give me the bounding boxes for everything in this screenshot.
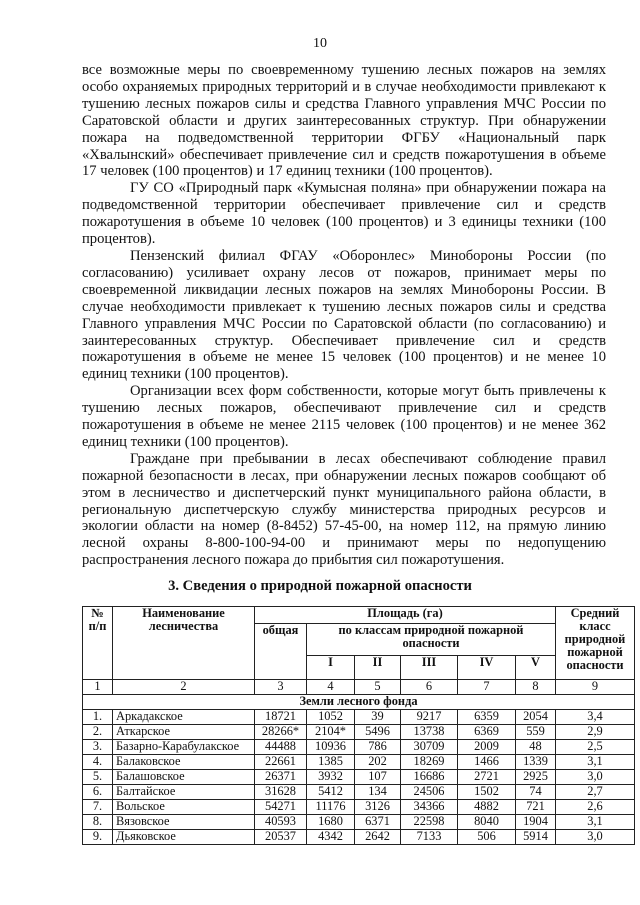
cell-num: 5. (83, 770, 113, 785)
colnum: 2 (113, 680, 255, 695)
paragraph-2: ГУ СО «Природный парк «Кумысная поляна» при обнаружении пожара на подведомственной территории обеспечивает привлечение сил и средств пожаротушения в объеме 10 человек (100 процентов) и 3 единицы техники (100 процентов). (82, 180, 606, 248)
cell-avg: 3,1 (556, 815, 635, 830)
cell-num: 4. (83, 755, 113, 770)
cell-num: 6. (83, 785, 113, 800)
cell-c1: 5412 (307, 785, 355, 800)
header-avg-class: Средний класс природной пожарной опасности (556, 607, 635, 680)
cell-c5: 48 (516, 740, 556, 755)
cell-avg: 3,4 (556, 710, 635, 725)
cell-c4: 1502 (458, 785, 516, 800)
cell-c5: 2054 (516, 710, 556, 725)
cell-c5: 721 (516, 800, 556, 815)
fire-danger-table (82, 606, 635, 845)
cell-c2: 2642 (355, 830, 401, 845)
cell-c5: 74 (516, 785, 556, 800)
cell-total: 54271 (255, 800, 307, 815)
cell-c3: 22598 (401, 815, 458, 830)
cell-total: 18721 (255, 710, 307, 725)
cell-c2: 39 (355, 710, 401, 725)
cell-c1: 1680 (307, 815, 355, 830)
cell-name: Базарно-Карабулакское (113, 740, 255, 755)
table-row (83, 800, 635, 815)
table-row (83, 830, 635, 845)
table-row (83, 785, 635, 800)
cell-c1: 3932 (307, 770, 355, 785)
table-row (83, 815, 635, 830)
cell-total: 31628 (255, 785, 307, 800)
cell-c5: 2925 (516, 770, 556, 785)
cell-c3: 30709 (401, 740, 458, 755)
cell-c2: 202 (355, 755, 401, 770)
cell-c5: 1339 (516, 755, 556, 770)
cell-name: Балаковское (113, 755, 255, 770)
table-row (83, 770, 635, 785)
cell-avg: 3,0 (556, 830, 635, 845)
cell-total: 26371 (255, 770, 307, 785)
colnum: 8 (516, 680, 556, 695)
group-row (83, 695, 635, 710)
cell-c4: 6369 (458, 725, 516, 740)
cell-c4: 2009 (458, 740, 516, 755)
cell-name: Дьяковское (113, 830, 255, 845)
table-row (83, 725, 635, 740)
header-class-1: I (307, 656, 355, 680)
cell-c1: 2104* (307, 725, 355, 740)
cell-num: 3. (83, 740, 113, 755)
cell-c2: 107 (355, 770, 401, 785)
cell-name: Аткарское (113, 725, 255, 740)
cell-name: Балашовское (113, 770, 255, 785)
cell-c5: 559 (516, 725, 556, 740)
cell-num: 8. (83, 815, 113, 830)
cell-c3: 18269 (401, 755, 458, 770)
paragraph-1: все возможные меры по своевременному тушению лесных пожаров на землях особо охраняемых природных территорий и в случае необходимости привлекают к тушению лесных пожаров силы и средства Главного управления МЧС России по Саратовской области и других заинтересованных структур. При обнаружении пожара на подведомственной территории ФГБУ «Национальный парк «Хвалынский» обеспечивает привлечение сил и средств пожаротушения в объеме 17 человек (100 процентов) и 17 единиц техники (100 процентов). (82, 62, 606, 180)
cell-total: 28266* (255, 725, 307, 740)
cell-c4: 6359 (458, 710, 516, 725)
cell-num: 2. (83, 725, 113, 740)
header-class-5: V (516, 656, 556, 680)
header-by-class: по классам природной пожарной опасности (307, 624, 556, 656)
header-num: № п/п (83, 607, 113, 680)
colnum: 7 (458, 680, 516, 695)
cell-c4: 506 (458, 830, 516, 845)
header-class-2: II (355, 656, 401, 680)
table-row (83, 740, 635, 755)
cell-avg: 2,6 (556, 800, 635, 815)
cell-c4: 1466 (458, 755, 516, 770)
cell-c1: 1385 (307, 755, 355, 770)
cell-avg: 2,5 (556, 740, 635, 755)
cell-avg: 3,1 (556, 755, 635, 770)
cell-name: Вязовское (113, 815, 255, 830)
header-class-3: III (401, 656, 458, 680)
cell-c1: 11176 (307, 800, 355, 815)
cell-c2: 5496 (355, 725, 401, 740)
paragraph-5: Граждане при пребывании в лесах обеспечивают соблюдение правил пожарной безопасности в лесах, при обнаружении лесных пожаров сообщают об этом в лесничество и диспетчерский пункт муниципального района области, в региональную диспетчерскую службу министерства природных ресурсов и экологии области на номер (8-8452) 57-45-00, на номер 112, на прямую линию лесной охраны 8-800-100-94-00 и принимают меры по недопущению распространения лесного пожара до прибытия сил пожаротушения. (82, 450, 606, 569)
cell-name: Аркадакское (113, 710, 255, 725)
table-row (83, 710, 635, 725)
cell-c2: 134 (355, 785, 401, 800)
cell-total: 40593 (255, 815, 307, 830)
page-number: 10 (313, 36, 327, 51)
cell-avg: 3,0 (556, 770, 635, 785)
cell-num: 7. (83, 800, 113, 815)
colnum: 4 (307, 680, 355, 695)
colnum: 3 (255, 680, 307, 695)
cell-c4: 2721 (458, 770, 516, 785)
cell-c2: 3126 (355, 800, 401, 815)
cell-c5: 5914 (516, 830, 556, 845)
cell-avg: 2,7 (556, 785, 635, 800)
cell-c2: 6371 (355, 815, 401, 830)
cell-name: Вольское (113, 800, 255, 815)
colnum: 5 (355, 680, 401, 695)
cell-num: 1. (83, 710, 113, 725)
header-total: общая (255, 624, 307, 680)
header-area: Площадь (га) (255, 607, 556, 624)
cell-c1: 10936 (307, 740, 355, 755)
cell-c4: 8040 (458, 815, 516, 830)
colnum: 6 (401, 680, 458, 695)
paragraph-4: Организации всех форм собственности, которые могут быть привлечены к тушению лесных пожаров, обеспечивают привлечение сил и средств пожаротушения в объеме не менее 2115 человек (100 процентов) и не менее 362 единиц техники (100 процентов). (82, 383, 606, 450)
cell-name: Балтайское (113, 785, 255, 800)
cell-c3: 13738 (401, 725, 458, 740)
cell-c1: 4342 (307, 830, 355, 845)
group-label: Земли лесного фонда (83, 695, 635, 710)
cell-total: 20537 (255, 830, 307, 845)
cell-c3: 24506 (401, 785, 458, 800)
table-row (83, 755, 635, 770)
cell-total: 44488 (255, 740, 307, 755)
cell-c3: 9217 (401, 710, 458, 725)
cell-c2: 786 (355, 740, 401, 755)
colnum: 9 (556, 680, 635, 695)
colnum: 1 (83, 680, 113, 695)
section-title: 3. Сведения о природной пожарной опасности (168, 578, 472, 594)
cell-num: 9. (83, 830, 113, 845)
column-numbers-row (83, 680, 635, 695)
cell-c4: 4882 (458, 800, 516, 815)
cell-c5: 1904 (516, 815, 556, 830)
cell-total: 22661 (255, 755, 307, 770)
cell-avg: 2,9 (556, 725, 635, 740)
cell-c3: 34366 (401, 800, 458, 815)
header-class-4: IV (458, 656, 516, 680)
cell-c3: 7133 (401, 830, 458, 845)
body-text (82, 62, 606, 569)
header-name: Наименование лесничества (113, 607, 255, 680)
cell-c1: 1052 (307, 710, 355, 725)
paragraph-3: Пензенский филиал ФГАУ «Оборонлес» Минобороны России (по согласованию) усиливает охрану лесов от пожаров, принимает меры по своевременной ликвидации лесных пожаров на землях Минобороны России. В случае необходимости привлекает к тушению лесных пожаров силы и средства Главного управления МЧС России по Саратовской области (по согласованию) и заинтересованных структур. Обеспечивает привлечение сил и средств пожаротушения в объеме не менее 15 человек (100 процентов) и не менее 10 единиц техники (100 процентов). (82, 247, 606, 383)
cell-c3: 16686 (401, 770, 458, 785)
